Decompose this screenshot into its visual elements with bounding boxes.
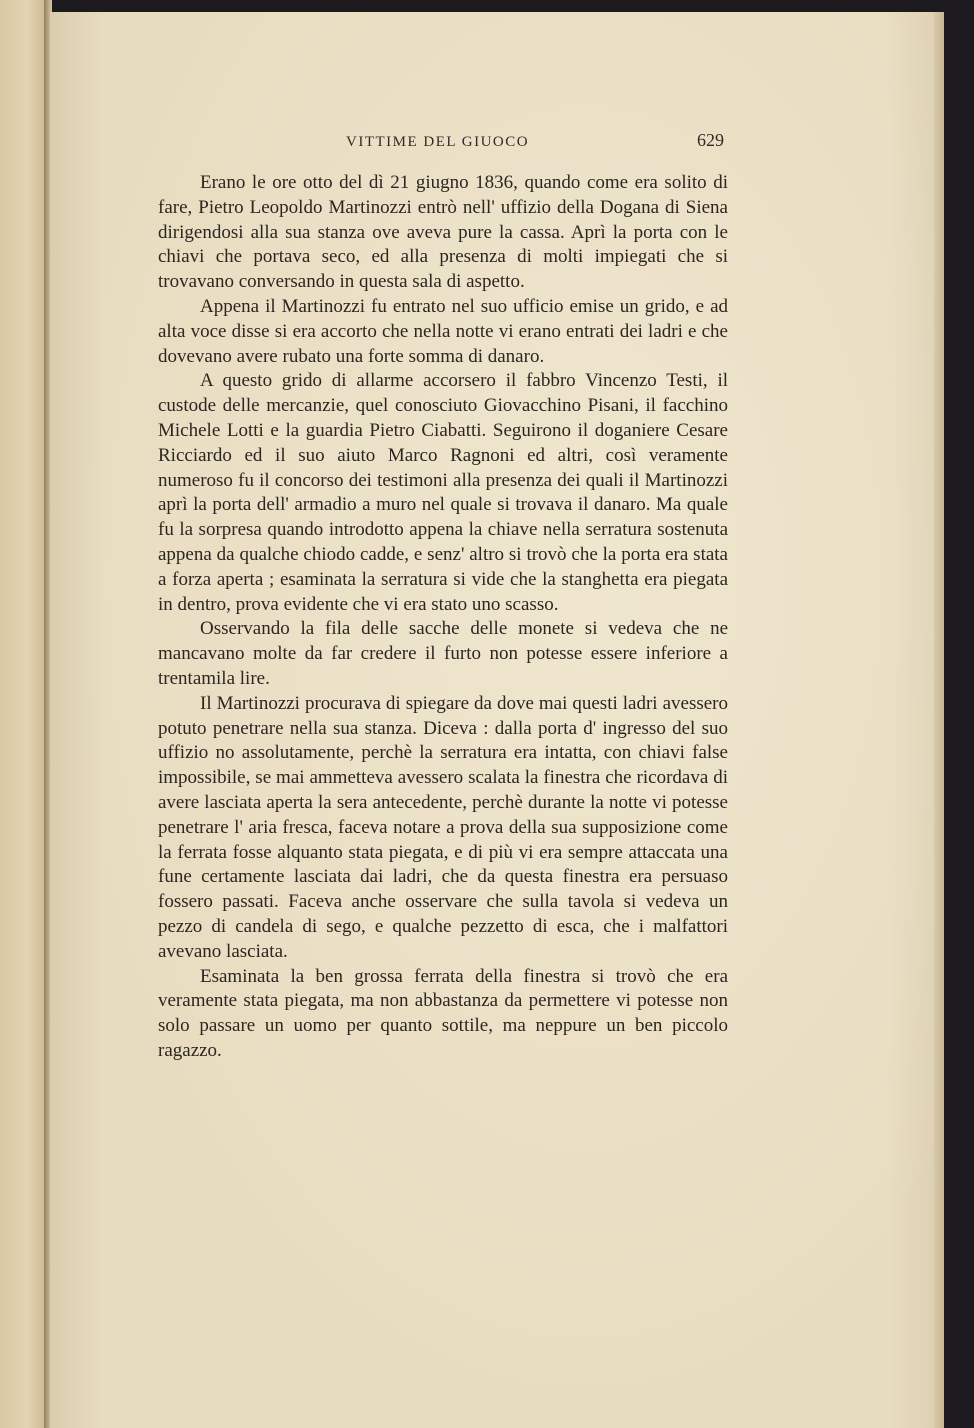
previous-page-edge	[0, 0, 46, 1428]
page-fore-edge	[934, 12, 944, 1428]
paragraph: A questo grido di allarme accorsero il fabbro Vincenzo Testi, il custode delle mercanzie, quel conosciuto Giovacchino Pisani, il facchino Michele Lotti e la guardia Pietro Ciabatti. Seguirono il doganiere Cesare Ricciardo ed il suo aiuto Marco Ragnoni ed altri, così veramente numeroso fu il concorso dei testimoni alla presenza dei quali il Martinozzi aprì la porta dell' armadio a muro nel quale si trovava il danaro. Ma quale fu la sorpresa quando introdotto appena la chiave nella serratura sostenuta appena da qualche chiodo cadde, e senz' altro si trovò che la porta era stata a forza aperta ; esaminata la serratura si vide che la stanghetta era piegata in dentro, prova evidente che vi era stato uno scasso.	[158, 370, 728, 615]
paragraph: Osservando la fila delle sacche delle monete si vedeva che ne mancavano molte da far credere il furto non potesse essere inferiore a trentamila lire.	[158, 618, 728, 689]
paragraph: Erano le ore otto del dì 21 giugno 1836, quando come era solito di fare, Pietro Leopoldo Martinozzi entrò nell' uffizio della Dogana di Siena dirigendosi alla sua stanza ove aveva pure la cassa. Aprì la porta con le chiavi che portava seco, ed alla presenza di molti impiegati che si trovavano conversando in questa sala di aspetto.	[158, 172, 728, 293]
body-text	[158, 171, 728, 1064]
paragraph: Il Martinozzi procurava di spiegare da dove mai questi ladri avessero potuto penetrare nella sua stanza. Diceva : dalla porta d' ingresso del suo uffizio no assolutamente, perchè la serratura era intatta, con chiavi false impossibile, se mai ammetteva avessero scalata la finestra che ricordava di avere lasciata aperta la sera antecedente, perchè durante la notte vi potesse penetrare l' aria fresca, faceva notare a prova della sua supposizione come la ferrata fosse alquanto stata piegata, e di più vi era sempre attaccata una fune certamente lasciata dai ladri, che da questa finestra era persuaso fossero passati. Faceva anche osservare che sulla tavola si vedeva un pezzo di candela di sego, e qualche pezzetto di esca, che i malfattori avevano lasciata.	[158, 692, 728, 962]
page-number: 629	[697, 130, 724, 150]
page-header	[158, 130, 728, 156]
running-title: VITTIME DEL GIUOCO	[346, 134, 530, 150]
paragraph: Esaminata la ben grossa ferrata della finestra si trovò che era veramente stata piegata, ma non abbastanza da permettere vi potesse non solo passare un uomo per quanto sottile, ma neppure un ben piccolo ragazzo.	[158, 965, 728, 1061]
paragraph: Appena il Martinozzi fu entrato nel suo ufficio emise un grido, e ad alta voce disse si era accorto che nella notte vi erano entrati dei ladri e che dovevano avere rubato una forte somma di danaro.	[158, 295, 728, 367]
